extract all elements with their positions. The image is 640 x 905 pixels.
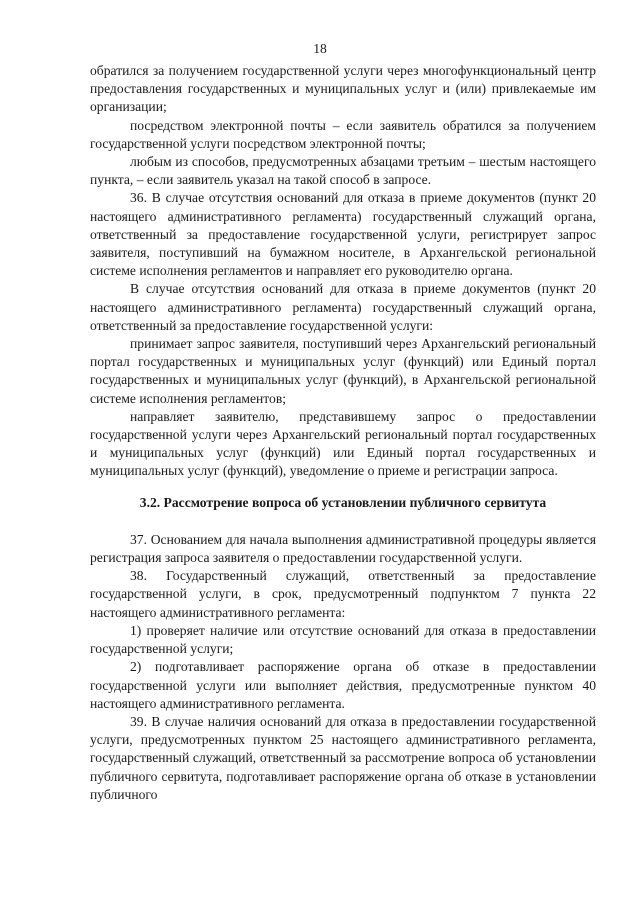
- paragraph: 36. В случае отсутствия оснований для отказа в приеме документов (пункт 20 настоящего административного регламента) государственный служащий органа, ответственный за предоставление государственной услуги, регистрирует запрос заявителя, поступивший на бумажном носителе, в Архангельской региональной системе исполнения регламентов и направляет его руководителю органа.: [90, 190, 596, 279]
- document-body: [90, 62, 596, 804]
- paragraph: обратился за получением государственной услуги через многофункциональный центр предоставления государственных и муниципальных услуг и (или) привлекаемые им организации;: [90, 63, 596, 115]
- paragraph: направляет заявителю, представившему запрос о предоставлении государственной услуги через Архангельский региональный портал государственных и муниципальных услуг (функций) или Единый портал государственных и муниципальных услуг (функций), уведомление о приеме и регистрации запроса.: [90, 408, 596, 479]
- page-number: 18: [313, 41, 327, 56]
- paragraph: посредством электронной почты – если заявитель обратился за получением государственной услуги посредством электронной почты;: [90, 117, 596, 151]
- paragraph: 1) проверяет наличие или отсутствие оснований для отказа в предоставлении государственной услуги;: [90, 622, 596, 657]
- paragraph: 39. В случае наличия оснований для отказа в предоставлении государственной услуги, предусмотренных пунктом 25 настоящего административного регламента, государственный служащий, ответственный за рассмотрение вопроса об установлении публичного сервитута, подготавливает распоряжение органа об отказе в установлении публичного: [90, 713, 596, 802]
- paragraph: любым из способов, предусмотренных абзацами третьим – шестым настоящего пункта, – если заявитель указал на такой способ в запросе.: [90, 154, 596, 188]
- paragraph: 37. Основанием для начала выполнения административной процедуры является регистрация запроса заявителя о предоставлении государственной услуги.: [90, 531, 596, 566]
- section-heading: 3.2. Рассмотрение вопроса об установлении публичного сервитута: [139, 494, 547, 510]
- paragraph: В случае отсутствия оснований для отказа в приеме документов (пункт 20 настоящего административного регламента) государственный служащий органа, ответственный за предоставление государственной услуги:: [90, 281, 596, 333]
- paragraph: принимает запрос заявителя, поступивший через Архангельский региональный портал государственных и муниципальных услуг (функций) или Единый портал государственных и муниципальных услуг (функций), в Архангельской региональной системе исполнения регламентов;: [90, 336, 596, 406]
- paragraph: 38. Государственный служащий, ответственный за предоставление государственной услуги, в срок, предусмотренный подпунктом 7 пункта 22 настоящего административного регламента:: [90, 568, 596, 620]
- paragraph: 2) подготавливает распоряжение органа об отказе в предоставлении государственной услуги или выполняет действия, предусмотренные пунктом 40 настоящего административного регламента.: [90, 659, 596, 711]
